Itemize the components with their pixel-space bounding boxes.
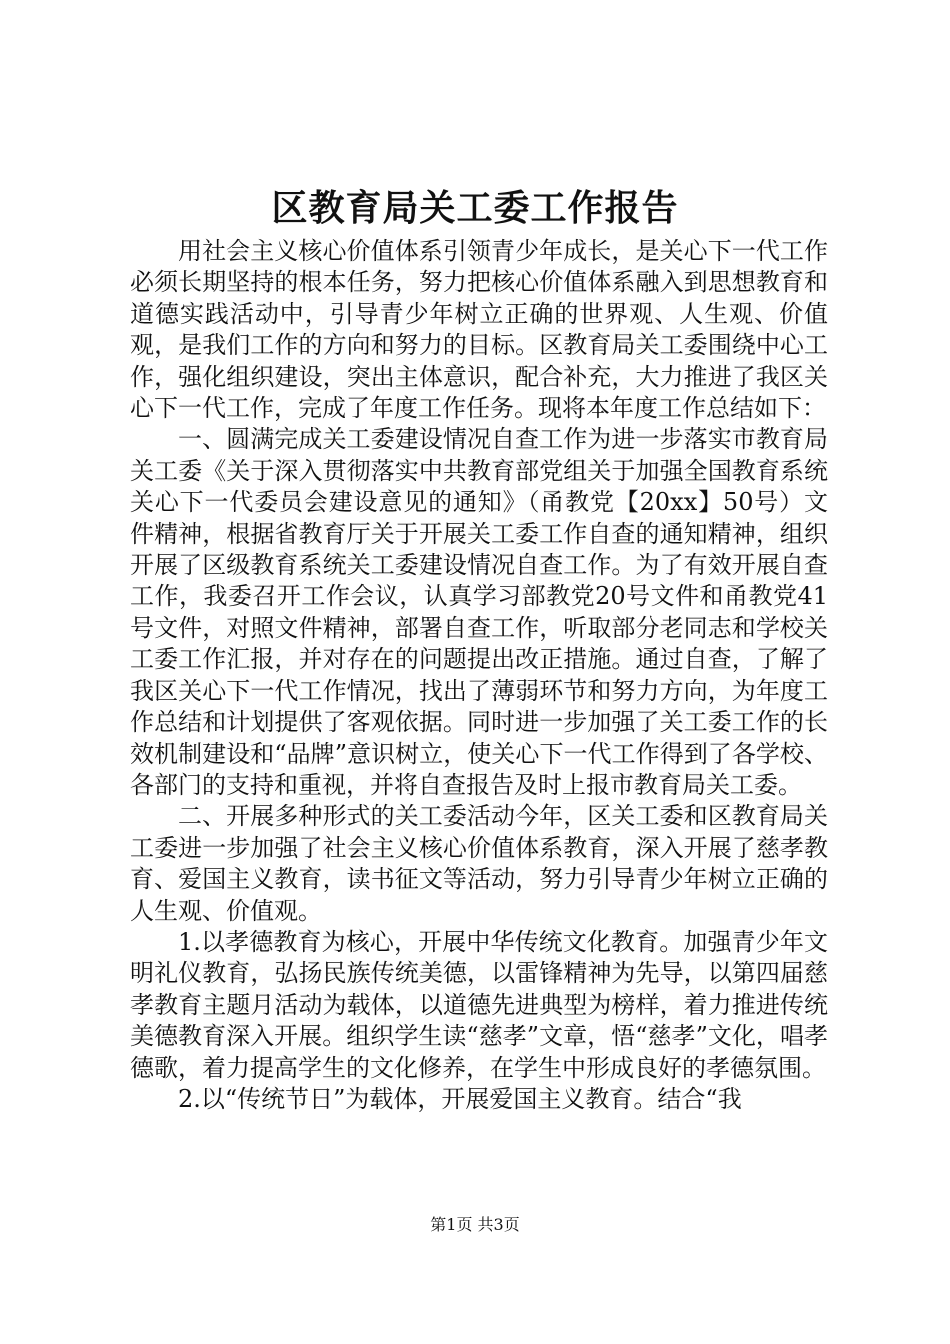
document-body <box>130 236 828 1115</box>
paragraph-item-2: 2.以“传统节日”为载体，开展爱国主义教育。结合“我 <box>178 1084 742 1113</box>
paragraph-item-1: 1.以孝德教育为核心，开展中华传统文化教育。加强青少年文明礼仪教育，弘扬民族传统美德，以雷锋精神为先导，以第四届慈孝教育主题月活动为载体，以道德先进典型为榜样，着力推进传统美德教育深入开展。组织学生读“慈孝”文章，悟“慈孝”文化，唱孝德歌，着力提高学生的文化修养，在学生中形成良好的孝德氛围。 <box>130 927 828 1082</box>
page-footer: 第1页 共3页 <box>430 1215 520 1234</box>
paragraph-section-2: 二、开展多种形式的关工委活动今年，区关工委和区教育局关工委进一步加强了社会主义核心价值体系教育，深入开展了慈孝教育、爱国主义教育，读书征文等活动，努力引导青少年树立正确的人生观、价值观。 <box>130 802 828 925</box>
paragraph-section-1: 一、圆满完成关工委建设情况自查工作为进一步落实市教育局关工委《关于深入贯彻落实中共教育部党组关于加强全国教育系统关心下一代委员会建设意见的通知》（甬教党【20xx】50号）文件精神，根据省教育厅关于开展关工委工作自查的通知精神，组织开展了区级教育系统关工委建设情况自查工作。为了有效开展自查工作，我委召开工作会议，认真学习部教党20号文件和甬教党41号文件，对照文件精神，部署自查工作，听取部分老同志和学校关工委工作汇报，并对存在的问题提出改正措施。通过自查，了解了我区关心下一代工作情况，找出了薄弱环节和努力方向，为年度工作总结和计划提供了客观依据。同时进一步加强了关工委工作的长效机制建设和“品牌”意识树立，使关心下一代工作得到了各学校、各部门的支持和重视，并将自查报告及时上报市教育局关工委。 <box>130 425 828 799</box>
document-title: 区教育局关工委工作报告 <box>271 187 679 229</box>
paragraph-intro: 用社会主义核心价值体系引领青少年成长，是关心下一代工作必须长期坚持的根本任务，努力把核心价值体系融入到思想教育和道德实践活动中，引导青少年树立正确的世界观、人生观、价值观，是我们工作的方向和努力的目标。区教育局关工委围绕中心工作，强化组织建设，突出主体意识，配合补充，大力推进了我区关心下一代工作，完成了年度工作任务。现将本年度工作总结如下： <box>130 237 828 423</box>
